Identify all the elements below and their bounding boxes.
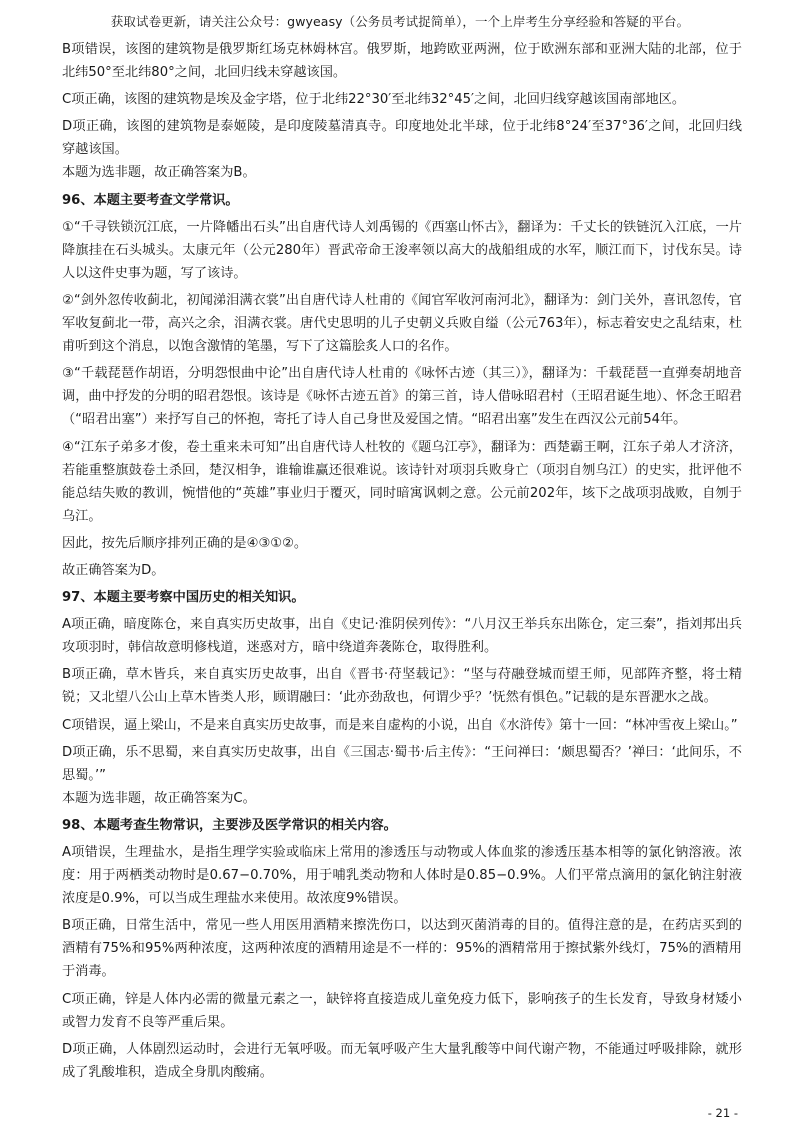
paragraph: D项正确，人体剧烈运动时，会进行无氧呼吸。而无氧呼吸产生大量乳酸等中间代谢产物，不能通过呼吸排除，就形成了乳酸堆积，造成全身肌肉酸痛。: [62, 1041, 742, 1080]
question-heading: 96、本题主要考查文学常识。: [62, 192, 239, 208]
paragraph: C项错误，逼上梁山，不是来自真实历史故事，而是来自虚构的小说，出自《水浒传》第十一回：“林冲雪夜上梁山。”: [62, 717, 738, 733]
paragraph: A项错误，生理盐水，是指生理学实验或临床上常用的渗透压与动物或人体血浆的渗透压基本相等的氯化钠溶液。浓度：用于两栖类动物时是0.67−0.70%，用于哺乳类动物和人体时是0.85−0.9%。人们平常点滴用的氯化钠注射液浓度是0.9%，可以当成生理盐水来使用。故浓度9%错误。: [62, 845, 742, 907]
paragraph: B项错误，该图的建筑物是俄罗斯红场克林姆林宫。俄罗斯，地跨欧亚两洲，位于欧洲东部和亚洲大陆的北部，位于北纬50°至北纬80°之间，北回归线未穿越该国。: [62, 42, 742, 81]
question-heading: 97、本题主要考察中国历史的相关知识。: [62, 590, 305, 606]
page-content: [62, 38, 742, 1084]
page-header: 获取试卷更新，请关注公众号：gwyeasy（公务员考试捉简单），一个上岸考生分享经验和答疑的平台。: [110, 14, 690, 29]
paragraph: C项正确，该图的建筑物是埃及金字塔，位于北纬22°30′至北纬32°45′之间，北回归线穿越该国南部地区。: [62, 92, 686, 108]
paragraph: B项正确，草木皆兵，来自真实历史故事，出自《晋书·苻坚载记》：“坚与苻融登城而望王师，见部阵齐整，将士精锐；又北望八公山上草木皆类人形，顾谓融曰：‘此亦劲敌也，何谓少乎？’怃然有惧色。”记载的是东晋淝水之战。: [62, 667, 742, 706]
paragraph: D项正确，该图的建筑物是泰姬陵，是印度陵墓清真寺。印度地处北半球，位于北纬8°24′至37°36′之间，北回归线穿越该国。: [62, 119, 742, 158]
question-heading: 98、本题考查生物常识，主要涉及医学常识的相关内容。: [62, 817, 397, 833]
paragraph: A项正确，暗度陈仓，来自真实历史故事，出自《史记·淮阴侯列传》：“八月汉王举兵东出陈仓，定三秦”，指刘邦出兵攻项羽时，韩信故意明修栈道，迷惑对方，暗中绕道奔袭陈仓，取得胜利。: [62, 617, 742, 656]
paragraph: C项正确，锌是人体内必需的微量元素之一，缺锌将直接造成儿童免疫力低下，影响孩子的生长发育，导致身材矮小或智力发育不良等严重后果。: [62, 991, 742, 1030]
paragraph: ④“江东子弟多才俊，卷土重来未可知”出自唐代诗人杜牧的《题乌江亭》，翻译为：西楚霸王啊，江东子弟人才济济，若能重整旗鼓卷土杀回，楚汉相争，谁输谁赢还很难说。该诗针对项羽兵败身亡（项羽自刎乌江）的史实，批评他不能总结失败的教训，惋惜他的“英雄”事业归于覆灭，同时暗寓讽刺之意。公元前202年，垓下之战项羽战败，自刎于乌江。: [62, 439, 742, 524]
paragraph: 因此，按先后顺序排列正确的是④③①②。: [62, 535, 308, 551]
paragraph: ③“千载琵琶作胡语，分明怨恨曲中论”出自唐代诗人杜甫的《咏怀古迹（其三）》，翻译为：千载琵琶一直弹奏胡地音调，曲中抒发的分明的昭君怨恨。该诗是《咏怀古迹五首》的第三首，诗人借咏昭君村（王昭君诞生地）、怀念王昭君（“昭君出塞”）来抒写自己的怀抱，寄托了诗人自己身世及爱国之情。“昭君出塞”发生在西汉公元前54年。: [62, 366, 742, 428]
paragraph: 故正确答案为D。: [62, 562, 165, 578]
paragraph: 本题为选非题，故正确答案为C。: [62, 790, 256, 806]
paragraph: 本题为选非题，故正确答案为B。: [62, 165, 256, 181]
page-number: - 21 -: [707, 1106, 738, 1120]
paragraph: B项正确，日常生活中，常见一些人用医用酒精来擦洗伤口，以达到灭菌消毒的目的。值得注意的是，在药店买到的酒精有75%和95%两种浓度，这两种浓度的酒精用途是不一样的：95%的酒精常用于擦拭紫外线灯，75%的酒精用于消毒。: [62, 918, 742, 980]
paragraph: ②“剑外忽传收蓟北，初闻涕泪满衣裳”出自唐代诗人杜甫的《闻官军收河南河北》，翻译为：剑门关外，喜讯忽传，官军收复蓟北一带，高兴之余，泪满衣裳。唐代史思明的儿子史朝义兵败自缢（公元763年），标志着安史之乱结束，杜甫听到这个消息，以饱含激情的笔墨，写下了这篇脍炙人口的名作。: [62, 292, 742, 355]
paragraph: D项正确，乐不思蜀，来自真实历史故事，出自《三国志·蜀书·后主传》：“王问禅曰：‘颇思蜀否？’禅曰：‘此间乐，不思蜀。’”: [62, 744, 742, 783]
paragraph: ①“千寻铁锁沉江底，一片降幡出石头”出自唐代诗人刘禹锡的《西塞山怀古》，翻译为：千丈长的铁链沉入江底，一片降旗挂在石头城头。太康元年（公元280年）晋武帝命王浚率领以高大的战船组成的水军，顺江而下，讨伐东吴。诗人以这件史事为题，写了该诗。: [62, 219, 742, 281]
